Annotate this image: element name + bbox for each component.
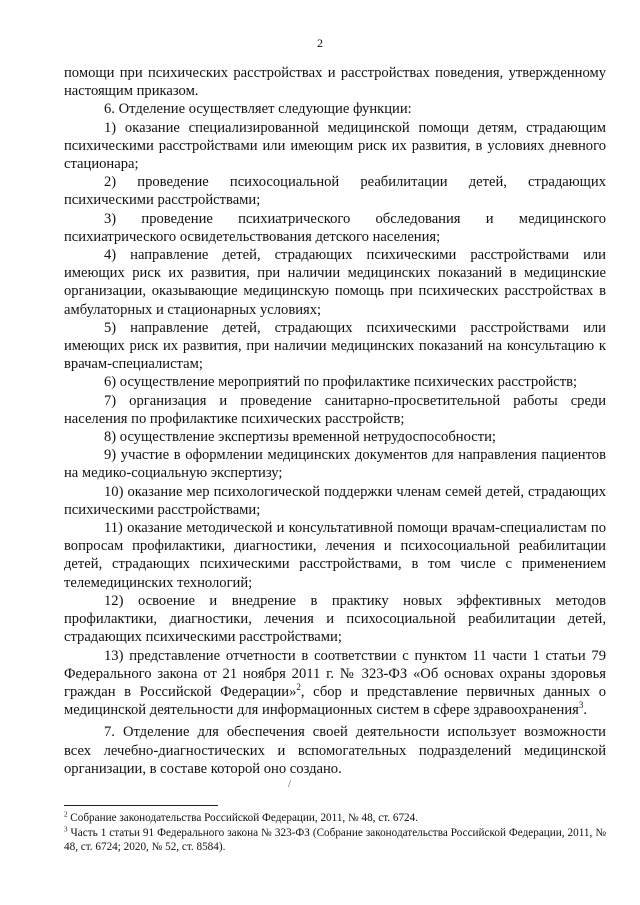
footnote-2	[64, 811, 606, 825]
item-13-text-part3: .	[583, 702, 587, 719]
paragraph: 5) направление детей, страдающих психическими расстройствами или имеющих риск их развития, при наличии медицинских показаний на консультацию к врачам-специалистам;	[64, 319, 606, 373]
footnote-3	[64, 826, 606, 854]
paragraph: 10) оказание мер психологической поддержки членам семей детей, страдающих психическими расстройствами;	[64, 483, 606, 518]
paragraph: 2) проведение психосоциальной реабилитации детей, страдающих психическими расстройствами;	[64, 174, 606, 209]
footnote-text: Часть 1 статьи 91 Федерального закона № 323-ФЗ (Собрание законодательства Российской Федерации, 2011, № 48, ст. 6724; 2020, № 52, ст. 8584).	[64, 827, 606, 854]
paragraph: 4) направление детей, страдающих психическими расстройствами или имеющих риск их развития, при наличии медицинских показаний в медицинские организации, оказывающие медицинскую помощь при психических расстройствах в амбулаторных и стационарных условиях;	[64, 247, 606, 318]
footnotes	[64, 811, 606, 856]
paragraph: 8) осуществление экспертизы временной нетрудоспособности;	[104, 429, 496, 446]
footnote-divider	[64, 805, 218, 806]
paragraph: помощи при психических расстройствах и расстройствах поведения, утвержденному настоящим приказом.	[64, 65, 606, 100]
paragraph: 1) оказание специализированной медицинской помощи детям, страдающим психическими расстройствами или имеющим риск их развития, в условиях дневного стационара;	[64, 119, 606, 173]
paragraph: 9) участие в оформлении медицинских документов для направления пациентов на медико-социальную экспертизу;	[64, 447, 606, 482]
footnote-mark: 2	[64, 810, 68, 819]
item-13-text-part1: 13) представление отчетности в соответствии с пунктом 11 части 1 статьи 79 Федерального закона от 21 ноября 2011 г. № 323-ФЗ «Об основах охраны здоровья граждан в Российской Федерации»	[64, 647, 606, 700]
paragraph: 7) организация и проведение санитарно-просветительной работы среди населения по профилактике психических расстройств;	[64, 392, 606, 427]
footnote-ref-2: 2	[296, 682, 301, 693]
stray-mark: /	[288, 778, 292, 790]
paragraph-7: 7. Отделение для обеспечения своей деятельности использует возможности всех лечебно-диагностических и вспомогательных подразделений медицинской организации, в составе которой оно создано.	[64, 724, 606, 777]
document-body	[64, 64, 606, 778]
footnote-mark: 3	[64, 825, 68, 834]
item-13-paragraph	[64, 647, 606, 720]
item-13-text-part2: , сбор и представление первичных данных о медицинской деятельности для информационных систем в сфере здравоохранения	[64, 683, 606, 719]
paragraph: 12) освоение и внедрение в практику новых эффективных методов профилактики, диагностики, лечения и психосоциальной реабилитации детей, страдающих психическими расстройствами;	[64, 592, 606, 646]
footnote-ref-3: 3	[578, 700, 584, 711]
paragraph: 11) оказание методической и консультативной помощи врачам-специалистам по вопросам профилактики, диагностики, лечения и психосоциальной реабилитации детей, страдающих психическими расстройствами, в том числе с применением телемедицинских технологий;	[64, 520, 606, 591]
paragraph: 6. Отделение осуществляет следующие функции:	[104, 101, 412, 118]
paragraph: 6) осуществление мероприятий по профилактике психических расстройств;	[104, 374, 578, 391]
footnote-text: Собрание законодательства Российской Федерации, 2011, № 48, ст. 6724.	[67, 812, 419, 824]
paragraph-list	[64, 64, 606, 647]
page-number: 2	[317, 36, 323, 50]
paragraph: 3) проведение психиатрического обследования и медицинского психиатрического освидетельствования детского населения;	[64, 210, 606, 245]
